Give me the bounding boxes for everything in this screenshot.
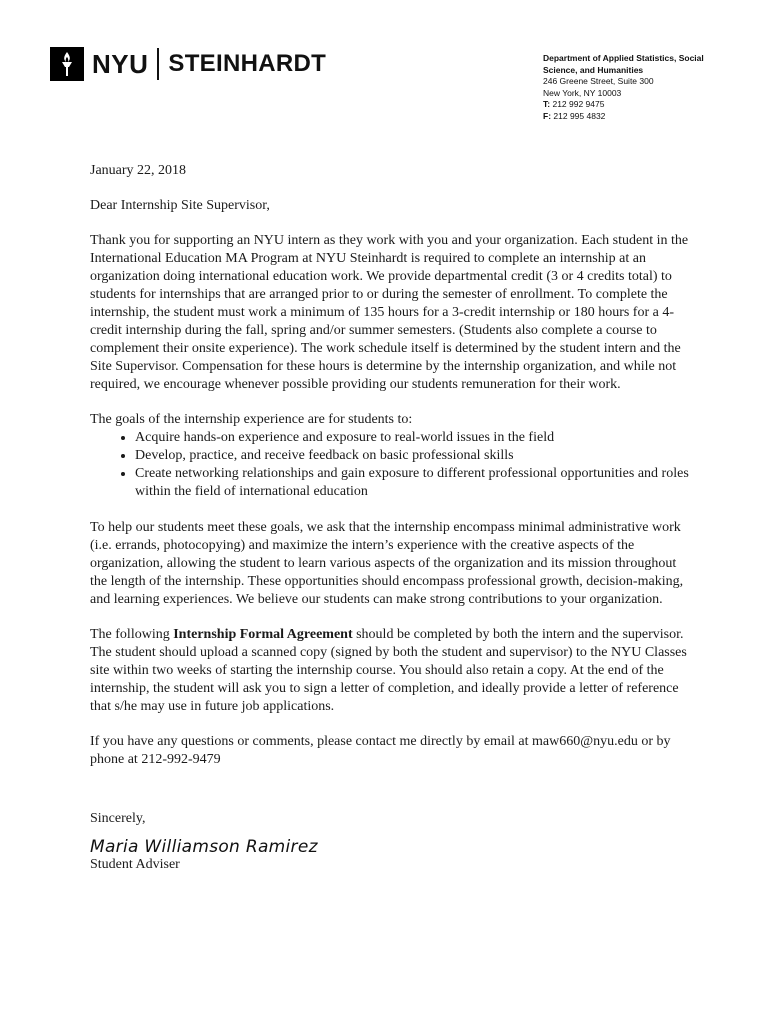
list-item: • Create networking relationships and gain exposure to different professional opportunities and roles within the field of international education [135, 465, 690, 501]
agreement-paragraph [90, 626, 690, 716]
list-item: • Develop, practice, and receive feedback on basic professional skills [135, 447, 690, 465]
phone-number: 212 992 9475 [552, 99, 605, 109]
phone-label: T: [543, 99, 551, 109]
agreement-text-pre: The following [90, 627, 174, 642]
intro-paragraph: Thank you for supporting an NYU intern as they work with you and your organization. Each student in the International Education MA Program at NYU Steinhardt is required to complete an internship at an organization doing international education work. We provide departmental credit (3 or 4 credits total) to students for internships that are arranged prior to or during the semester of enrollment. To complete the internship, the student must work a minimum of 135 hours for a 3-credit internship or 180 hours for a 4-credit internship during the fall, spring and/or summer semesters. (Students also complete a course to complement their onsite experience). The work schedule itself is determined by the student intern and the Site Supervisor. Compensation for these hours is determine by the internship organization, and while not required, we encourage whenever possible providing our students remuneration for their work. [90, 233, 689, 392]
address-line-1: 246 Greene Street, Suite 300 [543, 76, 654, 86]
address-line-2: New York, NY 10003 [543, 87, 622, 98]
letter-date: January 22, 2018 [90, 163, 187, 178]
department-name: Department of Applied Statistics, Social Science, and Humanities [543, 53, 704, 75]
phone-line [543, 99, 733, 111]
fax-label: F: [543, 110, 552, 121]
fax-number: 212 995 4832 [553, 110, 606, 121]
logo-school-text: STEINHARDT [168, 50, 327, 77]
signer-title: Student Adviser [90, 857, 180, 872]
torch-icon [50, 47, 84, 81]
letter-body [90, 162, 690, 874]
fax-line [543, 111, 733, 123]
department-address-block [543, 53, 733, 122]
signature: Maria Williamson Ramirez [90, 837, 318, 857]
closing: Sincerely, [90, 811, 146, 826]
list-item: • Acquire hands-on experience and exposure to real-world issues in the field [135, 429, 690, 447]
nyu-steinhardt-logo [50, 46, 326, 82]
agreement-title: Internship Formal Agreement [173, 627, 353, 642]
contact-paragraph: If you have any questions or comments, please contact me directly by email at maw660@nyu.edu or by phone at 212-992-9479 [90, 734, 671, 767]
logo-nyu-text: NYU [92, 48, 149, 79]
goals-intro: The goals of the internship experience are for students to: [90, 412, 413, 427]
goals-list [90, 429, 690, 501]
agreement-text-post: should be completed by both the intern and the supervisor. The student should upload a scanned copy (signed by both the student and supervisor) to the NYU Classes site within two weeks of starting the internship course. You should also retain a copy. At the end of the internship, the student will ask you to sign a letter of completion, and ideally provide a letter of reference that s/he may use in future job applications. [90, 627, 687, 714]
expectations-paragraph: To help our students meet these goals, we ask that the internship encompass minimal administrative work (i.e. errands, photocopying) and maximize the intern’s experience with the creative aspects of the organization, allowing the student to learn various aspects of the organization and its mission throughout the length of the internship. These opportunities should encompass professional growth, decision-making, and learning experiences. We believe our students can make strong contributions to your organization. [90, 520, 684, 607]
logo-divider [157, 48, 159, 80]
salutation: Dear Internship Site Supervisor, [90, 198, 270, 213]
